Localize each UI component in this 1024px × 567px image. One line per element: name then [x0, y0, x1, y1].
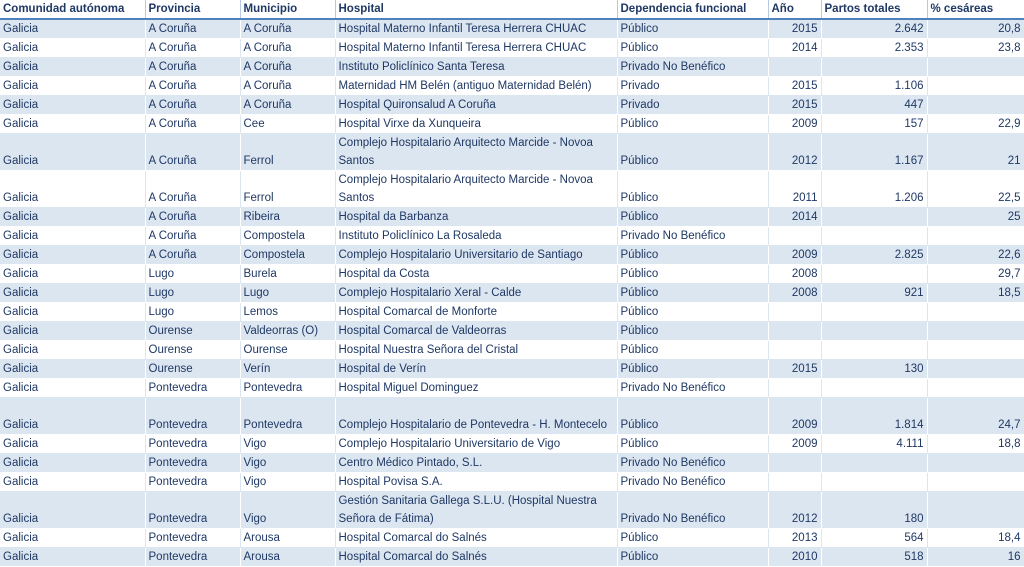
cell-municipio[interactable]: A Coruña	[240, 19, 335, 39]
cell-partos[interactable]: 518	[821, 548, 927, 567]
cell-hospital[interactable]: Hospital Quironsalud A Coruña	[335, 96, 617, 115]
cell-dependencia[interactable]: Público	[617, 529, 768, 548]
cell-hospital[interactable]: Hospital Comarcal do Salnés	[335, 548, 617, 567]
cell-municipio[interactable]: Compostela	[240, 246, 335, 265]
cell-partos[interactable]: 1.106	[821, 77, 927, 96]
cell-provincia[interactable]: Pontevedra	[145, 548, 240, 567]
cell-municipio[interactable]: Lemos	[240, 303, 335, 322]
cell-municipio[interactable]: Lugo	[240, 284, 335, 303]
cell-partos[interactable]	[821, 208, 927, 227]
table-row	[0, 134, 1024, 171]
cell-dependencia[interactable]: Privado No Benéfico	[617, 58, 768, 77]
cell-provincia[interactable]: Lugo	[145, 303, 240, 322]
cell-comunidad[interactable]: Galicia	[0, 134, 145, 171]
cell-hospital[interactable]: Instituto Policlínico La Rosaleda	[335, 227, 617, 246]
cell-partos[interactable]: 130	[821, 360, 927, 379]
cell-hospital[interactable]: Hospital da Costa	[335, 265, 617, 284]
cell-cesareas[interactable]	[927, 58, 1024, 77]
cell-comunidad[interactable]: Galicia	[0, 77, 145, 96]
table-row	[0, 171, 1024, 208]
cell-dependencia[interactable]: Público	[617, 19, 768, 39]
cell-comunidad[interactable]: Galicia	[0, 19, 145, 39]
table-row	[0, 246, 1024, 265]
cell-ano[interactable]: 2015	[768, 360, 821, 379]
cell-cesareas[interactable]	[927, 322, 1024, 341]
cell-municipio[interactable]: Ferrol	[240, 134, 335, 171]
table-row	[0, 96, 1024, 115]
cell-hospital[interactable]: Complejo Hospitalario Universitario de Santiago	[335, 246, 617, 265]
cell-comunidad[interactable]: Galicia	[0, 492, 145, 529]
cell-partos[interactable]: 4.111	[821, 435, 927, 454]
cell-partos[interactable]: 2.825	[821, 246, 927, 265]
cell-partos[interactable]: 564	[821, 529, 927, 548]
cell-hospital[interactable]: Hospital Comarcal de Monforte	[335, 303, 617, 322]
cell-comunidad[interactable]: Galicia	[0, 246, 145, 265]
cell-cesareas[interactable]: 16	[927, 548, 1024, 567]
cell-dependencia[interactable]: Público	[617, 171, 768, 208]
table-row	[0, 548, 1024, 567]
cell-ano[interactable]	[768, 227, 821, 246]
cell-dependencia[interactable]: Público	[617, 134, 768, 171]
cell-dependencia[interactable]: Público	[617, 284, 768, 303]
cell-cesareas[interactable]	[927, 473, 1024, 492]
cell-comunidad[interactable]: Galicia	[0, 341, 145, 360]
cell-provincia[interactable]: A Coruña	[145, 58, 240, 77]
cell-cesareas[interactable]: 22,9	[927, 115, 1024, 134]
cell-cesareas[interactable]	[927, 227, 1024, 246]
cell-municipio[interactable]: Burela	[240, 265, 335, 284]
cell-municipio[interactable]: Vigo	[240, 435, 335, 454]
cell-municipio[interactable]: Compostela	[240, 227, 335, 246]
cell-hospital[interactable]: Hospital de Verín	[335, 360, 617, 379]
cell-comunidad[interactable]: Galicia	[0, 39, 145, 58]
cell-provincia[interactable]: Lugo	[145, 265, 240, 284]
cell-ano[interactable]	[768, 341, 821, 360]
cell-municipio[interactable]: Pontevedra	[240, 398, 335, 435]
cell-dependencia[interactable]: Privado No Benéfico	[617, 379, 768, 398]
cell-comunidad[interactable]: Galicia	[0, 529, 145, 548]
cell-provincia[interactable]: Lugo	[145, 284, 240, 303]
cell-dependencia[interactable]: Privado No Benéfico	[617, 492, 768, 529]
cell-ano[interactable]: 2009	[768, 115, 821, 134]
cell-municipio[interactable]: Vigo	[240, 492, 335, 529]
cell-hospital[interactable]: Complejo Hospitalario Arquitecto Marcide - Novoa Santos	[335, 171, 617, 208]
cell-cesareas[interactable]: 24,7	[927, 398, 1024, 435]
cell-partos[interactable]: 2.353	[821, 39, 927, 58]
cell-cesareas[interactable]: 22,6	[927, 246, 1024, 265]
cell-cesareas[interactable]	[927, 341, 1024, 360]
cell-cesareas[interactable]	[927, 96, 1024, 115]
cell-cesareas[interactable]: 22,5	[927, 171, 1024, 208]
cell-dependencia[interactable]: Público	[617, 548, 768, 567]
cell-ano[interactable]: 2015	[768, 96, 821, 115]
cell-partos[interactable]: 1.167	[821, 134, 927, 171]
cell-dependencia[interactable]: Público	[617, 341, 768, 360]
cell-dependencia[interactable]: Privado No Benéfico	[617, 454, 768, 473]
cell-ano[interactable]: 2009	[768, 398, 821, 435]
cell-cesareas[interactable]	[927, 492, 1024, 529]
table-row	[0, 77, 1024, 96]
cell-dependencia[interactable]: Público	[617, 115, 768, 134]
col-header-partos[interactable]: Partos totales	[821, 0, 927, 19]
table-row	[0, 265, 1024, 284]
cell-comunidad[interactable]: Galicia	[0, 303, 145, 322]
table-row	[0, 398, 1024, 435]
cell-ano[interactable]: 2014	[768, 208, 821, 227]
cell-partos[interactable]	[821, 379, 927, 398]
cell-partos[interactable]	[821, 322, 927, 341]
table-row	[0, 208, 1024, 227]
table-row	[0, 435, 1024, 454]
table-row	[0, 360, 1024, 379]
cell-municipio[interactable]: Vigo	[240, 473, 335, 492]
cell-comunidad[interactable]: Galicia	[0, 115, 145, 134]
cell-partos[interactable]	[821, 58, 927, 77]
header-row	[0, 0, 1024, 19]
cell-municipio[interactable]: Ferrol	[240, 171, 335, 208]
cell-ano[interactable]	[768, 58, 821, 77]
cell-municipio[interactable]: Pontevedra	[240, 379, 335, 398]
cell-ano[interactable]: 2012	[768, 134, 821, 171]
cell-municipio[interactable]: A Coruña	[240, 58, 335, 77]
cell-partos[interactable]: 447	[821, 96, 927, 115]
cell-provincia[interactable]: Ourense	[145, 360, 240, 379]
cell-hospital[interactable]: Hospital Virxe da Xunqueira	[335, 115, 617, 134]
cell-provincia[interactable]: Pontevedra	[145, 379, 240, 398]
cell-cesareas[interactable]: 25	[927, 208, 1024, 227]
table-row	[0, 473, 1024, 492]
cell-hospital[interactable]: Complejo Hospitalario Arquitecto Marcide - Novoa Santos	[335, 134, 617, 171]
cell-dependencia[interactable]: Público	[617, 435, 768, 454]
table-row	[0, 19, 1024, 39]
table-row	[0, 322, 1024, 341]
cell-comunidad[interactable]: Galicia	[0, 435, 145, 454]
cell-partos[interactable]	[821, 454, 927, 473]
cell-dependencia[interactable]: Privado No Benéfico	[617, 473, 768, 492]
cell-hospital[interactable]: Hospital Materno Infantil Teresa Herrera CHUAC	[335, 19, 617, 39]
cell-dependencia[interactable]: Privado	[617, 96, 768, 115]
cell-comunidad[interactable]: Galicia	[0, 265, 145, 284]
cell-ano[interactable]: 2009	[768, 435, 821, 454]
cell-hospital[interactable]: Maternidad HM Belén (antiguo Maternidad Belén)	[335, 77, 617, 96]
table-row	[0, 227, 1024, 246]
cell-municipio[interactable]: Ourense	[240, 341, 335, 360]
cell-dependencia[interactable]: Público	[617, 265, 768, 284]
cell-partos[interactable]	[821, 227, 927, 246]
cell-partos[interactable]: 921	[821, 284, 927, 303]
cell-comunidad[interactable]: Galicia	[0, 454, 145, 473]
cell-municipio[interactable]: Vigo	[240, 454, 335, 473]
cell-municipio[interactable]: Ribeira	[240, 208, 335, 227]
cell-comunidad[interactable]: Galicia	[0, 379, 145, 398]
cell-comunidad[interactable]: Galicia	[0, 96, 145, 115]
cell-dependencia[interactable]: Público	[617, 246, 768, 265]
cell-provincia[interactable]: A Coruña	[145, 77, 240, 96]
cell-ano[interactable]	[768, 322, 821, 341]
cell-ano[interactable]: 2011	[768, 171, 821, 208]
cell-ano[interactable]	[768, 379, 821, 398]
cell-cesareas[interactable]: 23,8	[927, 39, 1024, 58]
cell-cesareas[interactable]	[927, 454, 1024, 473]
cell-dependencia[interactable]: Público	[617, 398, 768, 435]
cell-provincia[interactable]: Ourense	[145, 322, 240, 341]
cell-hospital[interactable]: Complejo Hospitalario Xeral - Calde	[335, 284, 617, 303]
table-row	[0, 529, 1024, 548]
cell-ano[interactable]	[768, 473, 821, 492]
cell-hospital[interactable]: Hospital Povisa S.A.	[335, 473, 617, 492]
cell-provincia[interactable]: A Coruña	[145, 19, 240, 39]
col-header-hospital[interactable]: Hospital	[335, 0, 617, 19]
cell-hospital[interactable]: Centro Médico Pintado, S.L.	[335, 454, 617, 473]
col-header-dependencia[interactable]: Dependencia funcional	[617, 0, 768, 19]
cell-comunidad[interactable]: Galicia	[0, 548, 145, 567]
cell-ano[interactable]: 2013	[768, 529, 821, 548]
cell-comunidad[interactable]: Galicia	[0, 171, 145, 208]
cell-partos[interactable]: 180	[821, 492, 927, 529]
cell-municipio[interactable]: Arousa	[240, 529, 335, 548]
cell-hospital[interactable]: Gestión Sanitaria Gallega S.L.U. (Hospital Nuestra Señora de Fátima)	[335, 492, 617, 529]
col-header-comunidad[interactable]: Comunidad autónoma	[0, 0, 145, 19]
cell-municipio[interactable]: Verín	[240, 360, 335, 379]
cell-partos[interactable]	[821, 473, 927, 492]
cell-municipio[interactable]: A Coruña	[240, 96, 335, 115]
cell-comunidad[interactable]: Galicia	[0, 284, 145, 303]
cell-partos[interactable]	[821, 265, 927, 284]
cell-municipio[interactable]: A Coruña	[240, 39, 335, 58]
cell-provincia[interactable]: Ourense	[145, 341, 240, 360]
cell-hospital[interactable]: Hospital Comarcal de Valdeorras	[335, 322, 617, 341]
table-row	[0, 379, 1024, 398]
cell-comunidad[interactable]: Galicia	[0, 58, 145, 77]
cell-dependencia[interactable]: Público	[617, 303, 768, 322]
cell-provincia[interactable]: A Coruña	[145, 115, 240, 134]
cell-partos[interactable]	[821, 303, 927, 322]
table-row	[0, 115, 1024, 134]
col-header-provincia[interactable]: Provincia	[145, 0, 240, 19]
cell-hospital[interactable]: Hospital da Barbanza	[335, 208, 617, 227]
cell-comunidad[interactable]: Galicia	[0, 360, 145, 379]
cell-cesareas[interactable]: 21	[927, 134, 1024, 171]
cell-ano[interactable]: 2008	[768, 265, 821, 284]
cell-hospital[interactable]: Complejo Hospitalario de Pontevedra - H. Montecelo	[335, 398, 617, 435]
cell-municipio[interactable]: A Coruña	[240, 77, 335, 96]
table-row	[0, 39, 1024, 58]
cell-provincia[interactable]: Pontevedra	[145, 492, 240, 529]
cell-cesareas[interactable]	[927, 77, 1024, 96]
cell-partos[interactable]: 157	[821, 115, 927, 134]
cell-municipio[interactable]: Valdeorras (O)	[240, 322, 335, 341]
cell-provincia[interactable]: Pontevedra	[145, 454, 240, 473]
cell-provincia[interactable]: Pontevedra	[145, 473, 240, 492]
cell-provincia[interactable]: A Coruña	[145, 208, 240, 227]
cell-hospital[interactable]: Instituto Policlínico Santa Teresa	[335, 58, 617, 77]
cell-ano[interactable]: 2012	[768, 492, 821, 529]
cell-provincia[interactable]: A Coruña	[145, 246, 240, 265]
cell-provincia[interactable]: A Coruña	[145, 96, 240, 115]
table-row	[0, 284, 1024, 303]
cell-cesareas[interactable]: 29,7	[927, 265, 1024, 284]
table-row	[0, 303, 1024, 322]
cell-ano[interactable]: 2015	[768, 77, 821, 96]
cell-dependencia[interactable]: Privado No Benéfico	[617, 227, 768, 246]
table-header	[0, 0, 1024, 19]
cell-municipio[interactable]: Arousa	[240, 548, 335, 567]
cell-dependencia[interactable]: Público	[617, 322, 768, 341]
table-body	[0, 19, 1024, 567]
cell-cesareas[interactable]: 18,5	[927, 284, 1024, 303]
cell-cesareas[interactable]: 18,8	[927, 435, 1024, 454]
cell-provincia[interactable]: Pontevedra	[145, 529, 240, 548]
cell-dependencia[interactable]: Privado	[617, 77, 768, 96]
col-header-cesareas[interactable]: % cesáreas	[927, 0, 1024, 19]
cell-partos[interactable]	[821, 341, 927, 360]
cell-cesareas[interactable]	[927, 379, 1024, 398]
cell-cesareas[interactable]: 20,8	[927, 19, 1024, 39]
col-header-municipio[interactable]: Municipio	[240, 0, 335, 19]
cell-ano[interactable]: 2008	[768, 284, 821, 303]
cell-ano[interactable]	[768, 454, 821, 473]
cell-ano[interactable]	[768, 303, 821, 322]
col-header-ano[interactable]: Año	[768, 0, 821, 19]
cell-dependencia[interactable]: Público	[617, 360, 768, 379]
cell-dependencia[interactable]: Público	[617, 39, 768, 58]
cell-comunidad[interactable]: Galicia	[0, 208, 145, 227]
cell-provincia[interactable]: A Coruña	[145, 171, 240, 208]
cell-partos[interactable]: 1.206	[821, 171, 927, 208]
cell-ano[interactable]: 2015	[768, 19, 821, 39]
cell-provincia[interactable]: A Coruña	[145, 134, 240, 171]
table-row	[0, 454, 1024, 473]
cell-ano[interactable]: 2014	[768, 39, 821, 58]
cell-municipio[interactable]: Cee	[240, 115, 335, 134]
cell-dependencia[interactable]: Público	[617, 208, 768, 227]
cell-comunidad[interactable]: Galicia	[0, 322, 145, 341]
cell-provincia[interactable]: Pontevedra	[145, 398, 240, 435]
table-row	[0, 492, 1024, 529]
cell-provincia[interactable]: A Coruña	[145, 227, 240, 246]
table-row	[0, 341, 1024, 360]
cell-hospital[interactable]: Complejo Hospitalario Universitario de Vigo	[335, 435, 617, 454]
cell-comunidad[interactable]: Galicia	[0, 473, 145, 492]
cell-hospital[interactable]: Hospital Nuestra Señora del Cristal	[335, 341, 617, 360]
cell-hospital[interactable]: Hospital Comarcal do Salnés	[335, 529, 617, 548]
cell-comunidad[interactable]: Galicia	[0, 398, 145, 435]
cell-comunidad[interactable]: Galicia	[0, 227, 145, 246]
cell-hospital[interactable]: Hospital Materno Infantil Teresa Herrera CHUAC	[335, 39, 617, 58]
cell-ano[interactable]: 2010	[768, 548, 821, 567]
table-row	[0, 58, 1024, 77]
cell-cesareas[interactable]: 18,4	[927, 529, 1024, 548]
cell-provincia[interactable]: A Coruña	[145, 39, 240, 58]
cell-partos[interactable]: 2.642	[821, 19, 927, 39]
cell-cesareas[interactable]	[927, 360, 1024, 379]
cell-ano[interactable]: 2009	[768, 246, 821, 265]
cell-hospital[interactable]: Hospital Miguel Dominguez	[335, 379, 617, 398]
cell-provincia[interactable]: Pontevedra	[145, 435, 240, 454]
cell-cesareas[interactable]	[927, 303, 1024, 322]
cell-partos[interactable]: 1.814	[821, 398, 927, 435]
